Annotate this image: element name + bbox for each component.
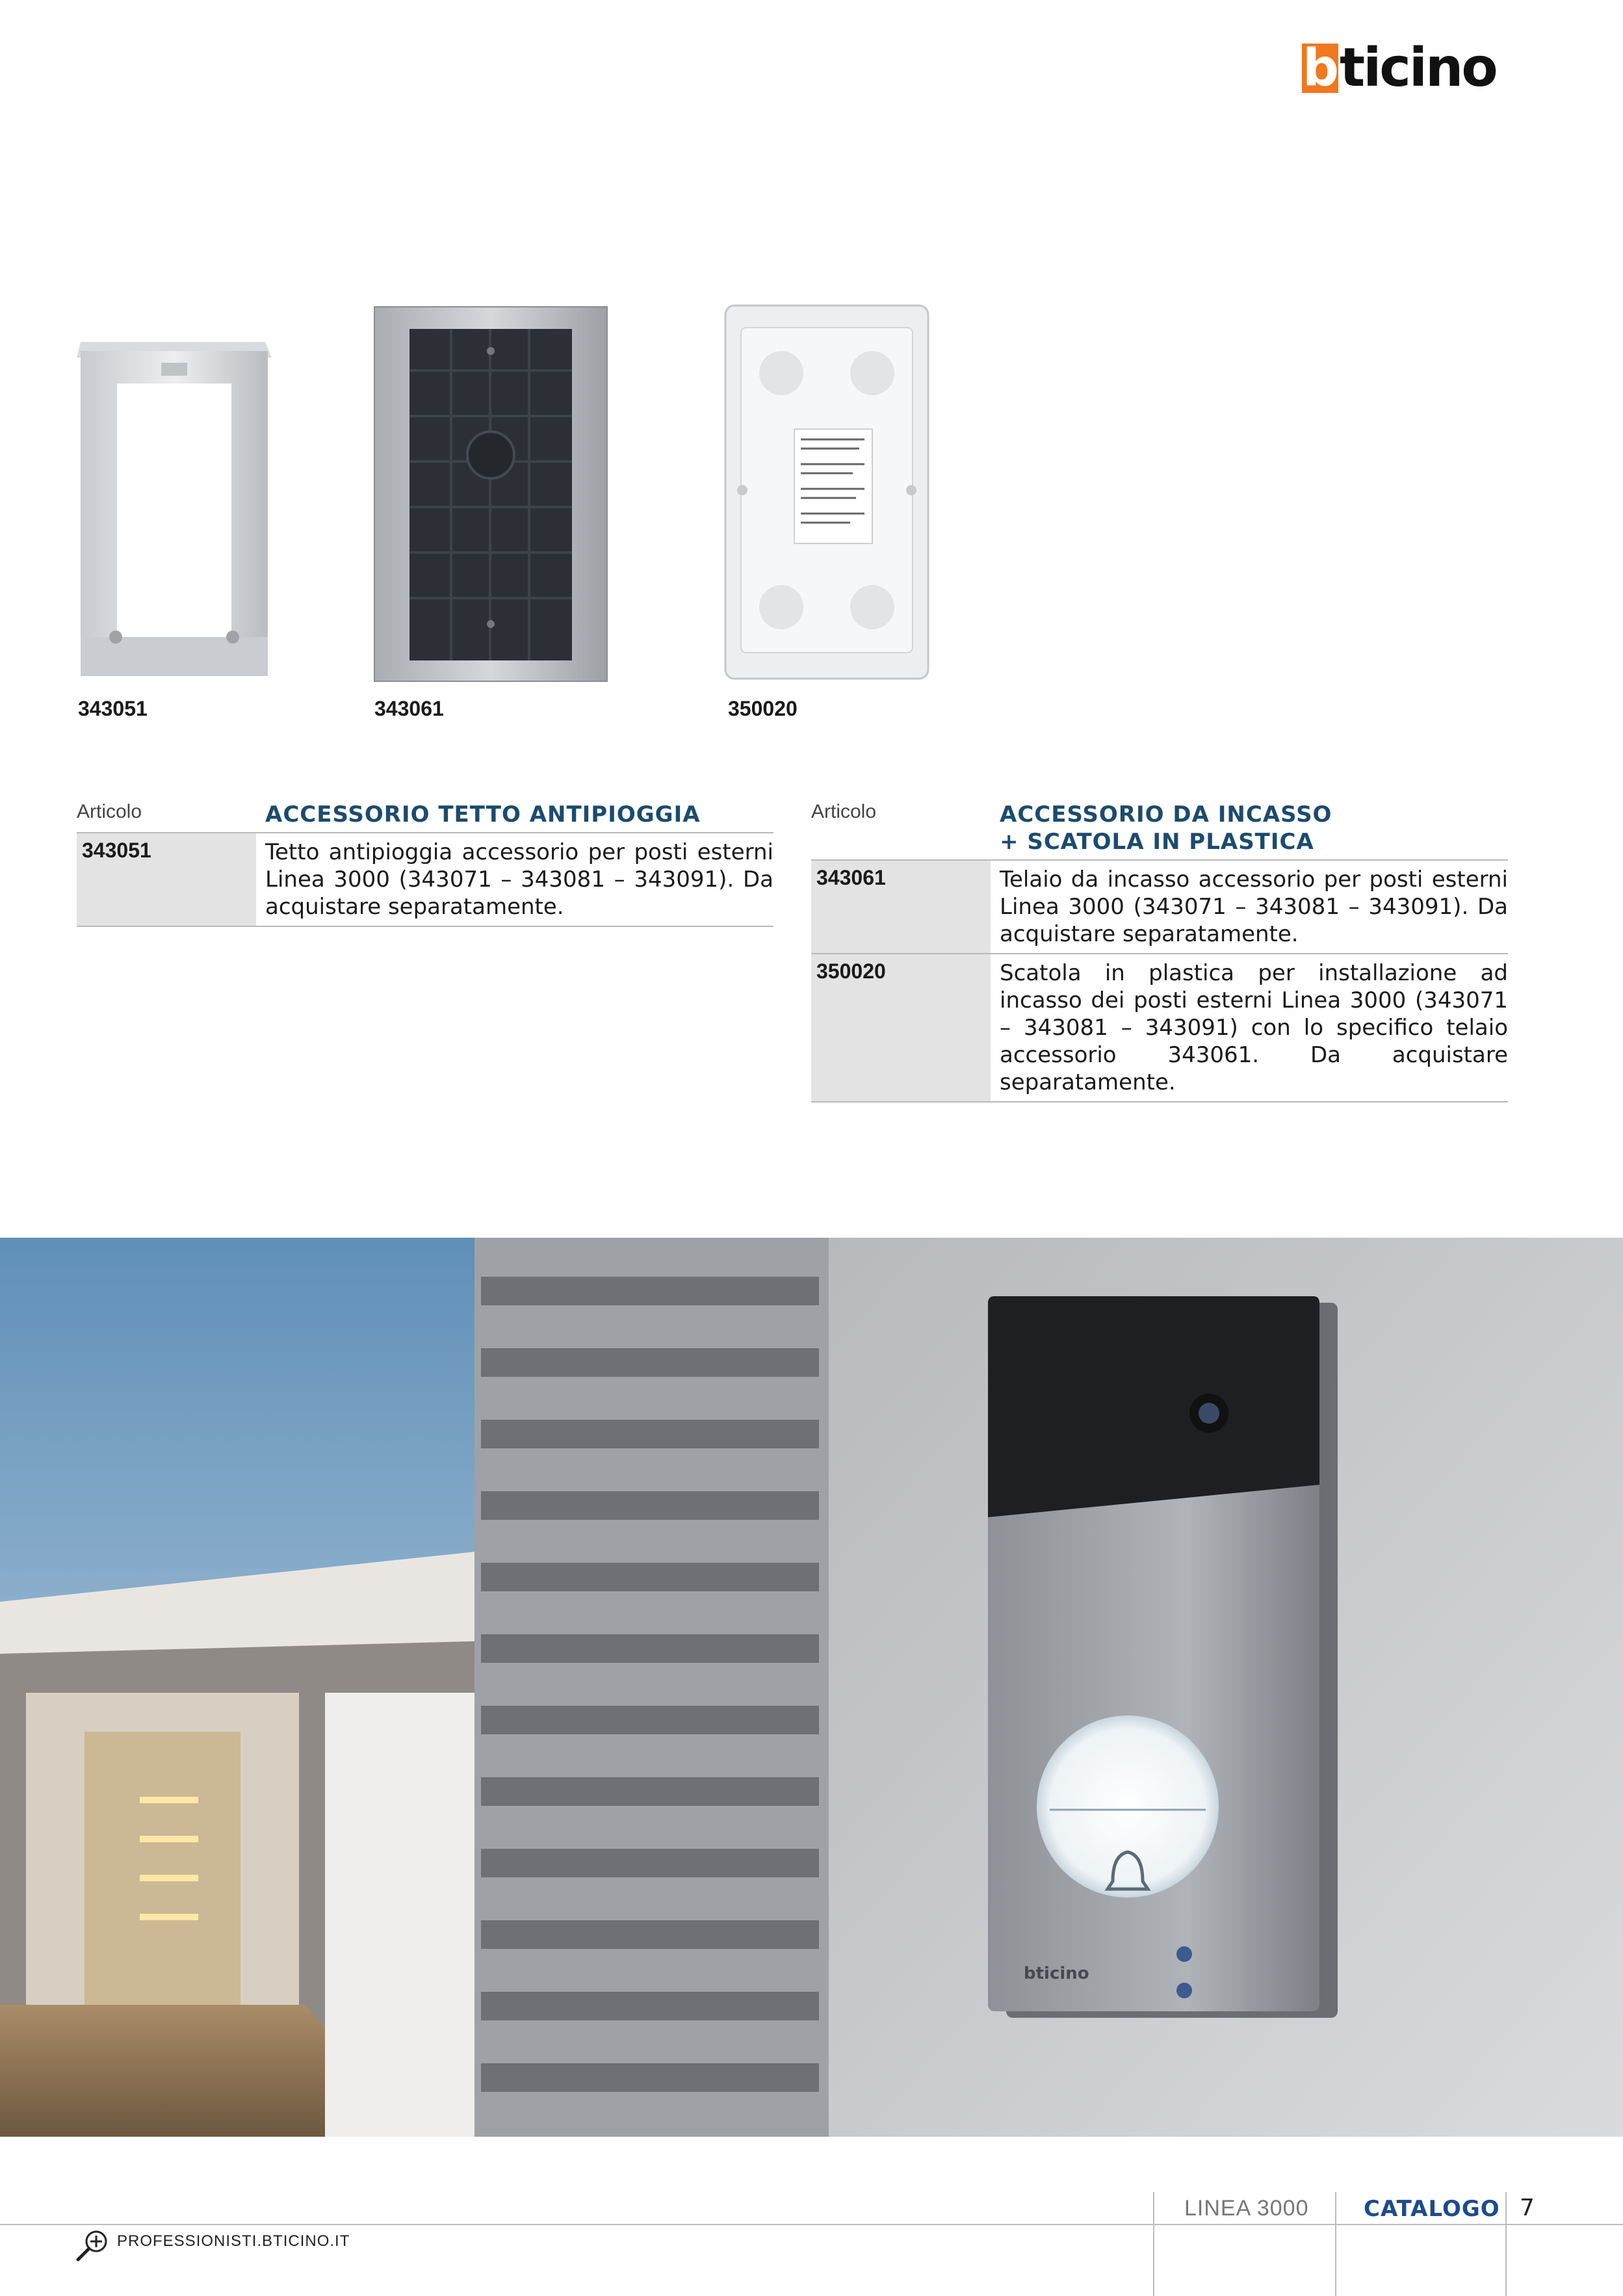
footer-section: CATALOGO — [1364, 2196, 1500, 2222]
row-code: 343051 — [77, 833, 256, 926]
plastic-box-image — [723, 302, 931, 683]
table-rain-roof — [77, 801, 773, 927]
row-description: Telaio da incasso accessorio per posti esterni Linea 3000 (343071 – 343081 – 343091). Da acquistare separatamente. — [1000, 867, 1508, 947]
product-installation-photo — [0, 1238, 1623, 2137]
device-brand-label: bticino — [1024, 1964, 1089, 1983]
table-row — [811, 859, 1508, 953]
footer-website-link[interactable]: PROFESSIONISTI.BTICINO.IT — [117, 2232, 350, 2250]
column-label: Articolo — [811, 801, 877, 822]
table-title-line1: ACCESSORIO DA INCASSO — [1000, 802, 1332, 828]
rain-roof-frame-image — [77, 332, 272, 683]
row-description: Scatola in plastica per installazione ad incasso dei posti esterni Linea 3000 (343071 – 343081 – 343091) con lo specifico telaio accessorio 343061. Da acquistare separatamente. — [1000, 960, 1508, 1095]
footer-divider — [0, 2224, 1623, 2225]
table-row — [811, 953, 1508, 1102]
product-code-1: 343051 — [78, 697, 148, 720]
row-code: 350020 — [811, 954, 991, 1101]
flush-mount-frame-image — [373, 306, 608, 683]
footer-separator — [1153, 2192, 1154, 2296]
table-flush-mount — [811, 801, 1508, 1102]
row-code: 343061 — [811, 861, 991, 953]
column-label: Articolo — [77, 801, 142, 822]
footer-separator — [1335, 2192, 1336, 2296]
brand-logo: b ticino — [1303, 37, 1496, 99]
page-number: 7 — [1520, 2195, 1535, 2221]
table-title-line2: + SCATOLA IN PLASTICA — [1000, 829, 1314, 855]
product-code-2: 343061 — [374, 697, 444, 720]
footer-separator — [1505, 2192, 1507, 2296]
table-title: ACCESSORIO TETTO ANTIPIOGGIA — [265, 802, 701, 828]
row-description: Tetto antipioggia accessorio per posti esterni Linea 3000 (343071 – 343081 – 343091). Da acquistare separatamente. — [265, 839, 773, 920]
table-row — [77, 832, 773, 927]
footer-series: LINEA 3000 — [1184, 2196, 1309, 2221]
product-code-3: 350020 — [728, 697, 798, 720]
magnifier-plus-icon — [75, 2228, 112, 2262]
